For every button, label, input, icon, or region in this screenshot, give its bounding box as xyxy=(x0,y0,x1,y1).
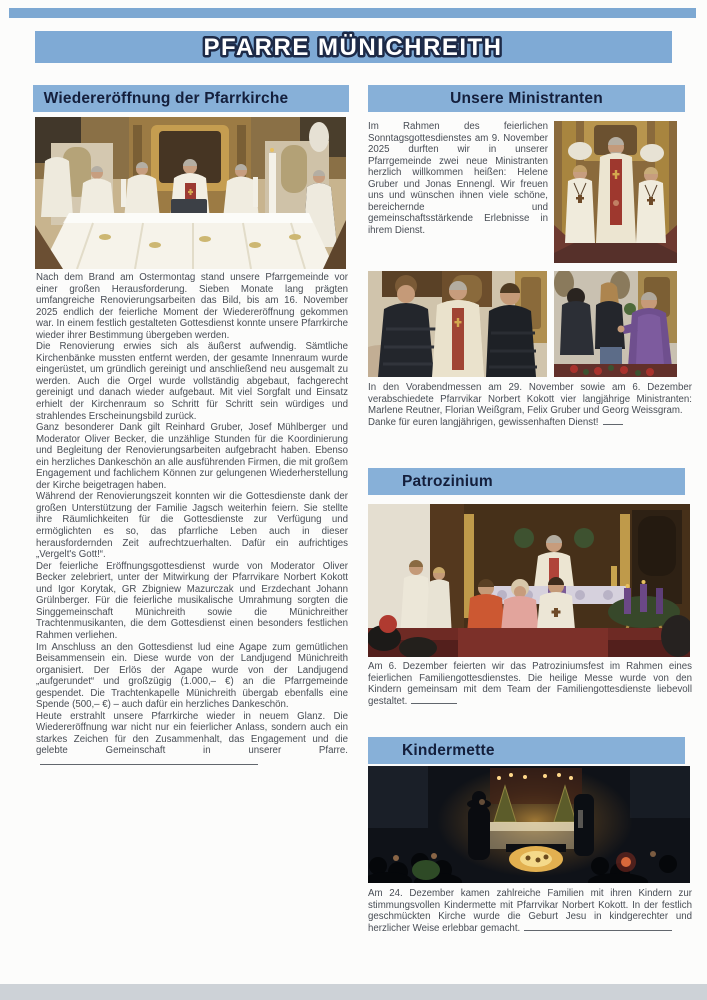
article-paragraph: Ganz besonderer Dank gilt Reinhard Gruber, Josef Mühlberger und Moderator Oliver Becker, die unzählige Stunden für die Koordinierung und Begleitung der Renovierungsarbeiten aufgebracht haben. Ebenso ein herzliches Dankeschön an alle ausführenden Firmen, die mit großem Engagement und fachlichem Können zur gelungenen Wiederherstellung der Kirche beigetragen haben. xyxy=(36,422,348,491)
ministranten-farewell-text xyxy=(368,382,692,428)
section-heading-label: Patrozinium xyxy=(402,473,493,490)
end-rule xyxy=(603,421,623,425)
end-rule xyxy=(524,927,672,931)
section-heading-patrozinium xyxy=(368,468,685,495)
patrozinium-text xyxy=(368,661,692,707)
section-heading-label: Unsere Ministranten xyxy=(450,90,603,107)
end-rule xyxy=(40,761,258,765)
paragraph-text: Am 24. Dezember kamen zahlreiche Familien mit ihren Kindern zur stimmungsvollen Kindermette mit Pfarrvikar Norbert Kokott. In der festlich geschmückten Kirche wurde die Geburt Jesu in kindgerechter und herzlicher Weise erlebbar gemacht. xyxy=(368,888,692,934)
kindermette-illustration xyxy=(368,766,690,883)
photo-kindermette xyxy=(368,766,690,883)
photo-new-ministrants xyxy=(554,121,677,263)
page-title-band xyxy=(35,31,672,63)
right-column xyxy=(368,85,692,990)
farewell-ministrants-illustration xyxy=(368,271,547,377)
ministranten-intro-block xyxy=(368,121,692,267)
bottom-border-strip xyxy=(0,984,707,1000)
section-heading-label: Wiedereröffnung der Pfarrkirche xyxy=(43,90,289,107)
end-rule xyxy=(411,700,457,704)
farewell-handshake-illustration xyxy=(554,271,677,377)
section-heading-ministranten xyxy=(368,85,685,112)
kindermette-text xyxy=(368,888,692,934)
section-heading-wiedereroeffnung xyxy=(33,85,349,112)
section-heading-kindermette xyxy=(368,737,685,764)
photo-patrozinium-family-mass xyxy=(368,504,690,657)
page-title: PFARRE MÜNICHREITH xyxy=(203,34,503,61)
patrozinium-illustration xyxy=(368,504,690,657)
paragraph-text: In den Vorabendmessen am 29. November sowie am 6. Dezember verabschiedete Pfarrvikar Norbert Kokott vier langjährige Ministranten: Marlene Reutner, Florian Weißgram, Felix Gruber und Georg Weissgram. xyxy=(368,382,692,417)
thanks-text: Danke für euren langjährigen, gewissenhaften Dienst! xyxy=(368,416,599,428)
top-border-strip xyxy=(9,8,696,18)
reopening-article xyxy=(36,272,348,769)
photo-farewell-ministrants xyxy=(368,271,547,377)
ministranten-photo-row xyxy=(368,271,692,377)
page-title-art xyxy=(35,31,672,63)
article-paragraph xyxy=(36,711,348,769)
article-paragraph: Der feierliche Eröffnungsgottesdienst wurde von Moderator Oliver Becker zelebriert, unter der Mitwirkung der Pfarrvikare Norbert Kokott und Igor Korytak, GR Zbigniew Mazurczak und Erzdechant Johann Grülnberger. Für die feierliche musikalische Umrahmung sorgten die Singgemeinschaft Münichreith sowie die Münichreither Trachtenmusikanten, die dem Gottesdienst einen besonders festlichen Rahmen verliehen. xyxy=(36,560,348,641)
photo-farewell-handshake xyxy=(554,271,677,377)
photo-reopening-altar-service xyxy=(35,117,346,269)
article-paragraph: Im Anschluss an den Gottesdienst lud eine Agape zum gemütlichen Beisammensein ein. Diese wurde von der Landjugend Münichreith organisiert. Der Erlös der Agape wurde von der Landjugend „aufgerundet“ und großzügig (1.000,– €) an die Pfarrgemeinde gespendet. Die Trachtenkapelle Münichreith übergab ebenfalls eine Spende (500,– €) – auch dafür ein herzliches Dankeschön. xyxy=(36,641,348,711)
reopening-altar-illustration xyxy=(35,117,346,269)
section-heading-label: Kindermette xyxy=(402,742,495,759)
left-column xyxy=(33,85,349,990)
paragraph-text: Heute erstrahlt unsere Pfarrkirche wieder in neuem Glanz. Die Wiedereröffnung war nicht nur ein feierlicher Anlass, sondern auch ein starkes Zeichen für den Zusammenhalt, das Engagement und die gelebte Gemeinschaft in unserer Pfarre. xyxy=(36,710,348,757)
article-paragraph: Die Renovierung erwies sich als äußerst aufwendig. Sämtliche Kirchenbänke mussten entfernt werden, der gesamte Innenraum wurde eingerüstet, um gründlich gereinigt und anschließend neu ausgemalt zu werden. Auch die Orgel wurde vollständig abgebaut, fachgerecht gereinigt und danach wieder aufgebaut. Mit viel Sorgfalt und Einsatz erhielt der Kirchenraum so Schritt für Schritt sein würdiges und strahlendes Erscheinungsbild zurück. xyxy=(36,341,348,422)
paragraph-text: Am 6. Dezember feierten wir das Patroziniumsfest im Rahmen eines feierlichen Familiengottesdienstes. Die heilige Messe wurde von den Kindern gemeinsam mit dem Team der Familiengottesdienste liebevoll gestaltet. xyxy=(368,661,692,707)
ministranten-intro-text: Im Rahmen des feierlichen Sonntagsgottesdienstes am 9. November 2025 durften wir in unserer Pfarrgemeinde zwei neue Ministranten herzlich willkommen heißen: Helene Gruber und Jonas Ennengl. Wir freuen uns und wünschen ihnen viele schöne, bereichernde und gemeinschaftsstärkende Erlebnisse in ihrem Dienst. xyxy=(368,121,548,236)
new-ministrants-illustration xyxy=(554,121,677,263)
article-paragraph: Während der Renovierungszeit konnten wir die Gottesdienste dank der großen Unterstützung der Familie Jagsch weiterhin feiern. Sie stellte ihre Räumlichkeiten für die Gottesdienste zur Verfügung und ermöglichten es so, das pfarrliche Leben auch in dieser herausfordernden Zeit aufrechtzuerhalten. Dafür ein aufrichtiges „Vergelt's Gott!“. xyxy=(36,491,348,561)
article-paragraph: Nach dem Brand am Ostermontag stand unsere Pfarrgemeinde vor einer großen Herausforderung. Sieben Monate lang prägten umfangreiche Renovierungsarbeiten das Bild, bis am 16. November 2025 endlich der feierliche Moment der Wiedereröffnung gekommen war. In einem festlich gestalteten Gottesdienst konnte unsere Pfarrkirche wieder ihrer Bestimmung übergeben werden. xyxy=(36,272,348,341)
